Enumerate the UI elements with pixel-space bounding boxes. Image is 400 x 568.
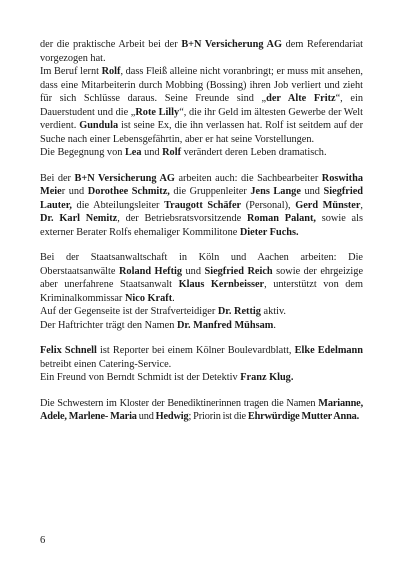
text-run: der die praktische Arbeit bei der (40, 39, 182, 50)
text-run: betreibt einen Catering-Service. (40, 358, 172, 370)
text-run: Die Begegnung von (40, 147, 125, 158)
text-run: ; Priorin ist die (188, 411, 248, 422)
text-run: aktiv. (260, 306, 287, 317)
bold-name: Marianne, Adele, Marlene- Maria (40, 397, 363, 422)
text-run: ist seine Ex, die ihn verlassen hat. Rolf ist seitdem auf der Suche nach einer Lebensgefährtin, aber er hat seine Vorstellungen. (40, 120, 363, 145)
bold-name: Siegfried Reich (204, 265, 273, 277)
text-run: und (136, 411, 156, 422)
bold-name: Roland Heftig (119, 265, 183, 277)
bold-name: Dr. Rettig (217, 306, 261, 317)
text-run: dem Referendariat vorgezogen hat. (40, 39, 364, 64)
bold-name: B+N Versicherung AG (74, 172, 175, 184)
paragraph-gap (40, 385, 363, 397)
text-run: die Abteilungsleiter (71, 199, 165, 211)
text-run: Bei der Staatsanwaltschaft in Köln und Aachen arbeiten: Die Oberstaatsanwälte (40, 252, 363, 277)
bold-name: Dorothee Schmitz, (87, 186, 170, 197)
text-run: . (273, 319, 276, 331)
text-paragraph (40, 251, 363, 305)
bold-name: Rolf (101, 66, 121, 77)
page-body (40, 38, 363, 424)
bold-name: Rote Lilly (135, 106, 180, 118)
bold-name: Gerd Münster (295, 199, 361, 211)
text-run: Ein Freund von Berndt Schmidt ist der Detektiv (40, 372, 241, 383)
text-run: verändert deren Leben dramatisch. (181, 147, 327, 158)
text-run: Bei der (40, 172, 75, 184)
text-paragraph (40, 371, 363, 385)
bold-name: Elke Edelmann (294, 345, 363, 356)
text-run: ist Reporter bei einem Kölner Boulevardblatt, (96, 345, 295, 356)
text-paragraph (40, 305, 363, 319)
text-run: Auf der Gegenseite ist der Strafverteidiger (40, 306, 218, 317)
text-paragraph (40, 344, 363, 371)
page-number: 6 (40, 535, 46, 546)
text-run: und (182, 265, 205, 277)
text-run: “, die ihr Geld im ältesten Gewerbe der Welt verdient. (40, 106, 363, 131)
text-run: und (300, 186, 324, 197)
bold-name: B+N Versicherung AG (181, 39, 282, 50)
bold-name: Jens Lange (250, 186, 301, 197)
bold-name: Nico Kraft (124, 292, 173, 304)
bold-name: Dr. Manfred Mühsam (176, 319, 274, 331)
text-run: , der Betriebsratsvorsitzende (117, 213, 247, 224)
text-run: arbeiten auch: die Sachbearbeiter (174, 172, 322, 184)
bold-name: Dieter Fuchs. (239, 226, 299, 238)
bold-name: Roman Palant, (246, 213, 316, 224)
bold-name: Franz Klug. (240, 372, 294, 383)
text-paragraph (40, 65, 363, 146)
text-run: sowie der ehrgeizige aber unerfahrene Staatsanwalt (40, 265, 364, 290)
bold-name: Gundula (79, 120, 119, 131)
text-paragraph (40, 172, 363, 240)
text-run: , unterstützt von dem Kriminalkommissar (40, 279, 363, 304)
bold-name: Traugott Schäfer (164, 199, 242, 211)
text-paragraph (40, 38, 363, 65)
bold-name: Ehrwürdige Mutter Anna. (247, 411, 360, 422)
bold-name: Klaus Kernbeisser (178, 279, 265, 290)
text-run: “, ein Dauerstudent und die „ (40, 93, 363, 118)
bold-name: Felix Schnell (40, 345, 97, 356)
text-paragraph (40, 319, 363, 333)
text-run: sowie als externer Berater Rolfs ehemaliger Kommilitone (40, 213, 363, 238)
paragraph-gap (40, 332, 363, 344)
paragraph-gap (40, 160, 363, 172)
text-run: , (360, 199, 363, 211)
bold-name: Hedwig (155, 411, 189, 422)
paragraph-gap (40, 239, 363, 251)
bold-name: der Alte Fritz (266, 93, 336, 104)
text-paragraph (40, 146, 363, 160)
bold-name: Dr. Karl Nemitz (40, 213, 118, 224)
text-run: und (141, 147, 163, 158)
text-run: r und (61, 186, 88, 197)
text-run: , dass Fleiß alleine nicht voranbringt; er muss mit ansehen, dass eine Mitarbeiterin durch Mobbing (Bossing) ihren Job verliert und zieht für sich Schlüsse daraus. Seine Freunde sind „ (40, 66, 363, 104)
bold-name: Roswitha Meie (40, 172, 363, 197)
text-run: Die Schwestern im Kloster der Benediktinerinnen tragen die Namen (40, 397, 319, 409)
text-run: . (172, 292, 175, 304)
bold-name: Siegfried Lauter, (40, 186, 364, 211)
text-paragraph (40, 397, 363, 424)
text-run: Der Haftrichter trägt den Namen (40, 319, 177, 331)
text-run: Im Beruf lernt (40, 66, 102, 77)
text-run: (Personal), (241, 199, 296, 211)
text-run: die Gruppenleiter (169, 186, 251, 197)
bold-name: Rolf (162, 147, 181, 158)
bold-name: Lea (124, 147, 142, 158)
